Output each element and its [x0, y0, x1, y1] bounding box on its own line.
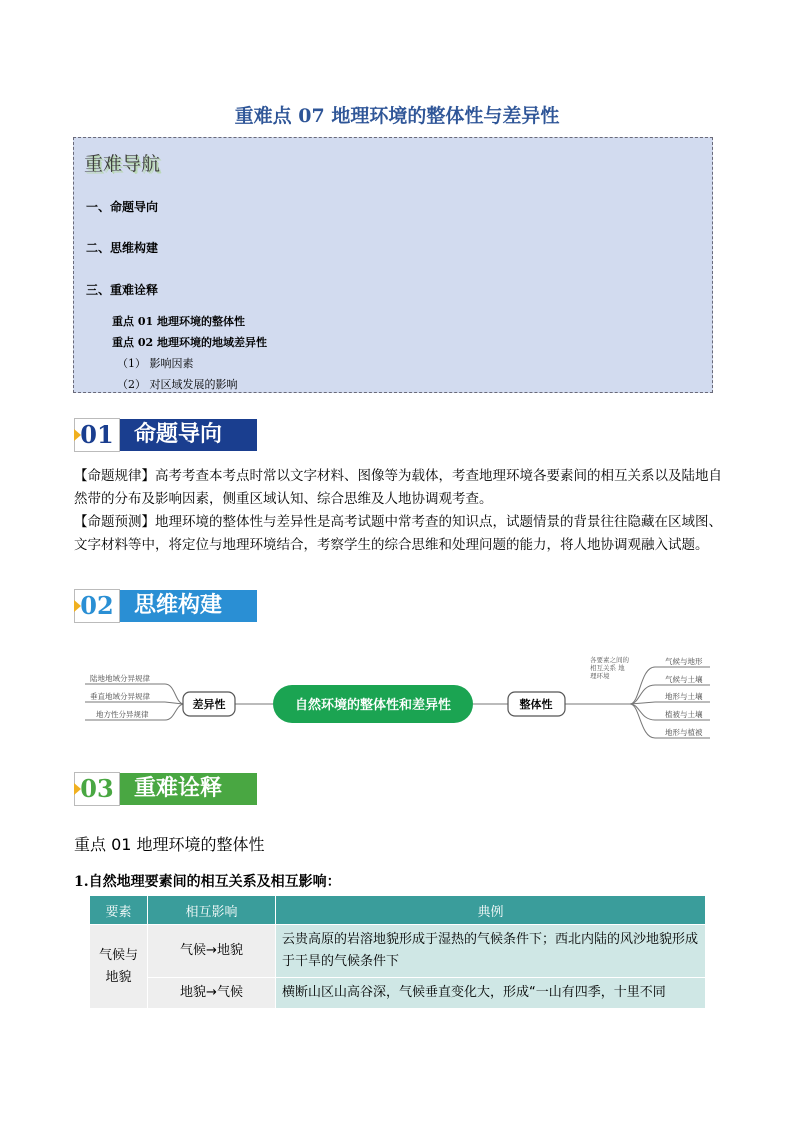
right-leaf-5: 地形与植被 [665, 728, 703, 737]
effect-cell: 气候→地貌 [148, 925, 276, 978]
paragraph-rule: 【命题规律】高考考查本考点时常以文字材料、图像等为载体，考查地理环境各要素间的相互关系以及陆地自然带的分布及影响因素，侧重区域认知、综合思维及人地协调观考查。 [74, 468, 722, 507]
table-row [90, 978, 706, 1009]
subsection-title: 1.自然地理要素间的相互关系及相互影响： [74, 874, 341, 890]
example-cell: 横断山区山高谷深，气候垂直变化大，形成“一山有四季，十里不同 [276, 978, 706, 1009]
nav-item-mingti[interactable]: 一、命题导向 [86, 200, 159, 214]
relationship-table [89, 895, 706, 1009]
right-leaf-1: 气候与地形 [665, 657, 703, 666]
section-label: 思维构建 [120, 590, 257, 622]
left-leaf-1: 陆地地域分异规律 [90, 674, 150, 683]
mind-map [80, 652, 720, 757]
section-number: 03 [74, 772, 120, 806]
left-leaf-2: 垂直地域分异规律 [90, 692, 150, 701]
nav-subitem-01[interactable]: 重点 01 地理环境的整体性 [112, 315, 245, 328]
example-cell: 云贵高原的岩溶地貌形成于湿热的气候条件下；西北内陆的风沙地貌形成于干旱的气候条件下 [276, 925, 706, 978]
right-note: 各要素之间的相互关系 地理环境 [590, 656, 629, 680]
right-leaf-2: 气候与土壤 [665, 675, 703, 684]
section-number: 02 [74, 589, 120, 623]
header-element: 要素 [90, 896, 148, 925]
nav-item-zhongnan[interactable]: 三、重难诠释 [86, 283, 159, 297]
right-leaf-4: 植被与土壤 [665, 710, 703, 719]
paragraph-forecast: 【命题预测】地理环境的整体性与差异性是高考试题中常考查的知识点，试题情景的背景往往隐藏在区域图、文字材料等中，将定位与地理环境结合，考察学生的综合思维和处理问题的能力，将人地协调观融入试题。 [74, 514, 722, 553]
section-arrow-icon [74, 783, 81, 795]
section-arrow-icon [74, 429, 81, 441]
key-point-title: 重点 01 地理环境的整体性 [74, 835, 265, 854]
nav-subitem-02[interactable]: 重点 02 地理环境的地域差异性 [112, 336, 267, 349]
nav-subsubitem-1[interactable]: （1） 影响因素 [117, 357, 194, 370]
section-label: 命题导向 [120, 419, 257, 451]
header-example: 典例 [276, 896, 706, 925]
group-cell: 气候与地貌 [90, 925, 148, 1009]
node-whole-label: 整体性 [519, 698, 553, 711]
section-label: 重难诠释 [120, 773, 257, 805]
table-row [90, 925, 706, 978]
nav-item-siwei[interactable]: 二、思维构建 [86, 241, 159, 255]
section-number: 01 [74, 418, 120, 452]
table-header-row [90, 896, 706, 925]
left-leaf-3: 地方性分异规律 [96, 710, 149, 719]
section-arrow-icon [74, 600, 81, 612]
header-effect: 相互影响 [148, 896, 276, 925]
node-difference-label: 差异性 [192, 698, 226, 711]
right-leaf-3: 地形与土壤 [665, 692, 703, 701]
nav-subsubitem-2[interactable]: （2） 对区域发展的影响 [117, 378, 238, 391]
effect-cell: 地貌→气候 [148, 978, 276, 1009]
node-center-label: 自然环境的整体性和差异性 [294, 698, 452, 713]
page-title: 重难点 07 地理环境的整体性与差异性 [234, 105, 560, 127]
nav-heading: 重难导航 [84, 153, 161, 175]
